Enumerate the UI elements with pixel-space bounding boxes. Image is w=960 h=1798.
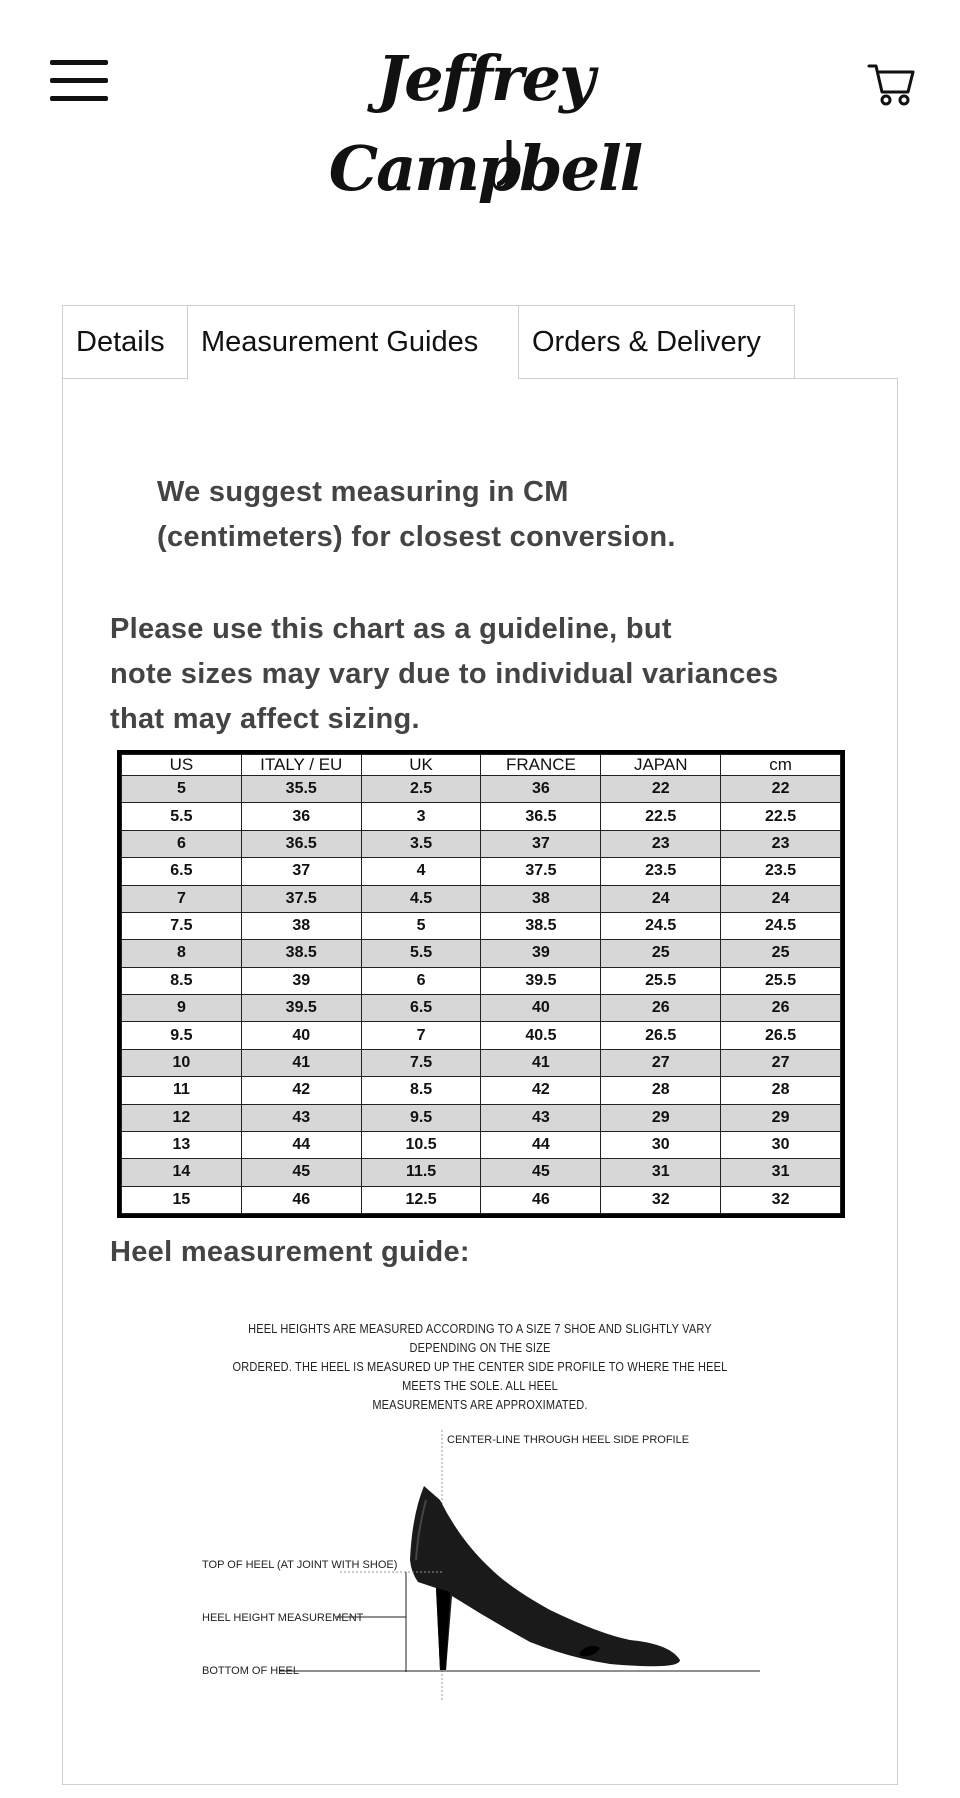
size-cell: 39 <box>241 967 361 994</box>
caption-line: ORDERED. THE HEEL IS MEASURED UP THE CENTER SIDE PROFILE TO WHERE THE HEEL MEETS THE SOLE. ALL HEEL <box>232 1360 728 1393</box>
size-cell: 2.5 <box>361 776 481 803</box>
size-cell: 8.5 <box>122 967 242 994</box>
size-cell: 37 <box>481 830 601 857</box>
size-cell: 39 <box>481 940 601 967</box>
size-cell: 6.5 <box>361 995 481 1022</box>
size-cell: 23.5 <box>721 858 841 885</box>
table-row <box>122 912 841 939</box>
size-cell: 11 <box>122 1077 242 1104</box>
size-header-cell: US <box>122 755 242 776</box>
size-cell: 26.5 <box>601 1022 721 1049</box>
size-cell: 29 <box>721 1104 841 1131</box>
size-cell: 32 <box>721 1186 841 1213</box>
size-cell: 28 <box>721 1077 841 1104</box>
size-cell: 42 <box>481 1077 601 1104</box>
table-row <box>122 1186 841 1213</box>
cart-icon[interactable] <box>866 58 916 108</box>
size-cell: 5.5 <box>361 940 481 967</box>
size-cell: 31 <box>721 1159 841 1186</box>
size-cell: 7.5 <box>122 912 242 939</box>
table-row <box>122 967 841 994</box>
size-cell: 9.5 <box>122 1022 242 1049</box>
size-cell: 40 <box>241 1022 361 1049</box>
brand-logo[interactable]: Jeffrey Campbell <box>328 42 642 205</box>
size-cell: 24.5 <box>601 912 721 939</box>
label-centerline: CENTER-LINE THROUGH HEEL SIDE PROFILE <box>447 1434 690 1446</box>
size-cell: 11.5 <box>361 1159 481 1186</box>
size-cell: 22.5 <box>721 803 841 830</box>
size-cell: 36.5 <box>481 803 601 830</box>
size-cell: 22 <box>601 776 721 803</box>
size-cell: 22 <box>721 776 841 803</box>
guideline-line: Please use this chart as a guideline, but <box>110 613 672 645</box>
size-cell: 37 <box>241 858 361 885</box>
size-cell: 24.5 <box>721 912 841 939</box>
size-cell: 37.5 <box>241 885 361 912</box>
table-row <box>122 1077 841 1104</box>
size-cell: 7.5 <box>361 1049 481 1076</box>
size-cell: 12.5 <box>361 1186 481 1213</box>
label-heel-height: HEEL HEIGHT MEASUREMENT <box>202 1612 364 1624</box>
size-cell: 6.5 <box>122 858 242 885</box>
size-header-cell: cm <box>721 755 841 776</box>
size-cell: 36.5 <box>241 830 361 857</box>
size-cell: 26.5 <box>721 1022 841 1049</box>
size-cell: 41 <box>481 1049 601 1076</box>
size-cell: 10.5 <box>361 1131 481 1158</box>
chart-guideline-text <box>110 607 850 742</box>
size-cell: 43 <box>481 1104 601 1131</box>
size-cell: 10 <box>122 1049 242 1076</box>
size-cell: 13 <box>122 1131 242 1158</box>
tab-orders-delivery[interactable]: Orders & Delivery <box>518 305 795 379</box>
size-cell: 46 <box>481 1186 601 1213</box>
size-cell: 43 <box>241 1104 361 1131</box>
table-row <box>122 776 841 803</box>
size-cell: 45 <box>241 1159 361 1186</box>
size-cell: 44 <box>241 1131 361 1158</box>
size-cell: 5 <box>122 776 242 803</box>
heel-guide-heading: Heel measurement guide: <box>110 1236 470 1268</box>
size-header-cell: FRANCE <box>481 755 601 776</box>
size-cell: 26 <box>721 995 841 1022</box>
tab-measurement-guides[interactable]: Measurement Guides <box>187 305 518 380</box>
hamburger-menu-icon[interactable] <box>50 58 108 104</box>
size-header-cell: ITALY / EU <box>241 755 361 776</box>
size-cell: 5.5 <box>122 803 242 830</box>
heel-guide-caption <box>229 1320 731 1415</box>
size-cell: 24 <box>721 885 841 912</box>
size-cell: 7 <box>122 885 242 912</box>
label-bottom-of-heel: BOTTOM OF HEEL <box>202 1665 299 1677</box>
size-cell: 25 <box>721 940 841 967</box>
pump-shoe-image <box>410 1486 680 1670</box>
size-cell: 23.5 <box>601 858 721 885</box>
size-cell: 24 <box>601 885 721 912</box>
size-cell: 36 <box>481 776 601 803</box>
size-cell: 32 <box>601 1186 721 1213</box>
size-cell: 14 <box>122 1159 242 1186</box>
size-cell: 36 <box>241 803 361 830</box>
size-cell: 29 <box>601 1104 721 1131</box>
size-cell: 25.5 <box>601 967 721 994</box>
size-header-cell: JAPAN <box>601 755 721 776</box>
size-cell: 46 <box>241 1186 361 1213</box>
size-cell: 7 <box>361 1022 481 1049</box>
size-cell: 27 <box>601 1049 721 1076</box>
size-cell: 44 <box>481 1131 601 1158</box>
size-cell: 45 <box>481 1159 601 1186</box>
size-cell: 37.5 <box>481 858 601 885</box>
table-row <box>122 1131 841 1158</box>
size-cell: 12 <box>122 1104 242 1131</box>
size-cell: 40.5 <box>481 1022 601 1049</box>
table-row <box>122 1159 841 1186</box>
size-chart <box>117 750 845 1218</box>
size-cell: 23 <box>601 830 721 857</box>
size-cell: 9 <box>122 995 242 1022</box>
table-row <box>122 940 841 967</box>
caption-line: HEEL HEIGHTS ARE MEASURED ACCORDING TO A SIZE 7 SHOE AND SLIGHTLY VARY DEPENDING ON THE SIZE <box>248 1322 712 1355</box>
table-row <box>122 830 841 857</box>
label-top-of-heel: TOP OF HEEL (AT JOINT WITH SHOE) <box>202 1559 398 1571</box>
table-row <box>122 858 841 885</box>
cm-note-line: We suggest measuring in CM <box>157 476 569 508</box>
table-row <box>122 885 841 912</box>
size-cell: 31 <box>601 1159 721 1186</box>
size-cell: 8.5 <box>361 1077 481 1104</box>
size-cell: 41 <box>241 1049 361 1076</box>
caption-line: MEASUREMENTS ARE APPROXIMATED. <box>372 1398 588 1412</box>
guideline-line: note sizes may vary due to individual variances <box>110 658 779 690</box>
cm-note-line: (centimeters) for closest conversion. <box>157 521 676 553</box>
size-cell: 38.5 <box>481 912 601 939</box>
size-cell: 38 <box>481 885 601 912</box>
size-cell: 40 <box>481 995 601 1022</box>
size-cell: 38.5 <box>241 940 361 967</box>
size-cell: 15 <box>122 1186 242 1213</box>
table-row <box>122 1022 841 1049</box>
size-cell: 3 <box>361 803 481 830</box>
size-cell: 30 <box>721 1131 841 1158</box>
site-header <box>0 0 960 205</box>
size-cell: 4 <box>361 858 481 885</box>
cm-suggestion-text <box>157 470 777 560</box>
size-cell: 39.5 <box>241 995 361 1022</box>
size-cell: 42 <box>241 1077 361 1104</box>
size-cell: 25 <box>601 940 721 967</box>
size-cell: 25.5 <box>721 967 841 994</box>
size-cell: 39.5 <box>481 967 601 994</box>
guideline-line: that may affect sizing. <box>110 703 420 735</box>
table-row <box>122 1049 841 1076</box>
size-cell: 3.5 <box>361 830 481 857</box>
heel-measurement-diagram <box>190 1420 770 1710</box>
size-conversion-table <box>121 754 841 1214</box>
size-cell: 35.5 <box>241 776 361 803</box>
size-cell: 26 <box>601 995 721 1022</box>
size-cell: 9.5 <box>361 1104 481 1131</box>
tab-details[interactable]: Details <box>62 305 187 379</box>
size-cell: 38 <box>241 912 361 939</box>
size-header-cell: UK <box>361 755 481 776</box>
size-cell: 22.5 <box>601 803 721 830</box>
size-cell: 8 <box>122 940 242 967</box>
size-cell: 28 <box>601 1077 721 1104</box>
size-cell: 6 <box>361 967 481 994</box>
size-cell: 4.5 <box>361 885 481 912</box>
size-cell: 27 <box>721 1049 841 1076</box>
table-row <box>122 1104 841 1131</box>
size-cell: 6 <box>122 830 242 857</box>
table-row <box>122 995 841 1022</box>
size-cell: 30 <box>601 1131 721 1158</box>
product-info-tabs <box>62 305 795 379</box>
size-cell: 5 <box>361 912 481 939</box>
table-row <box>122 803 841 830</box>
size-cell: 23 <box>721 830 841 857</box>
